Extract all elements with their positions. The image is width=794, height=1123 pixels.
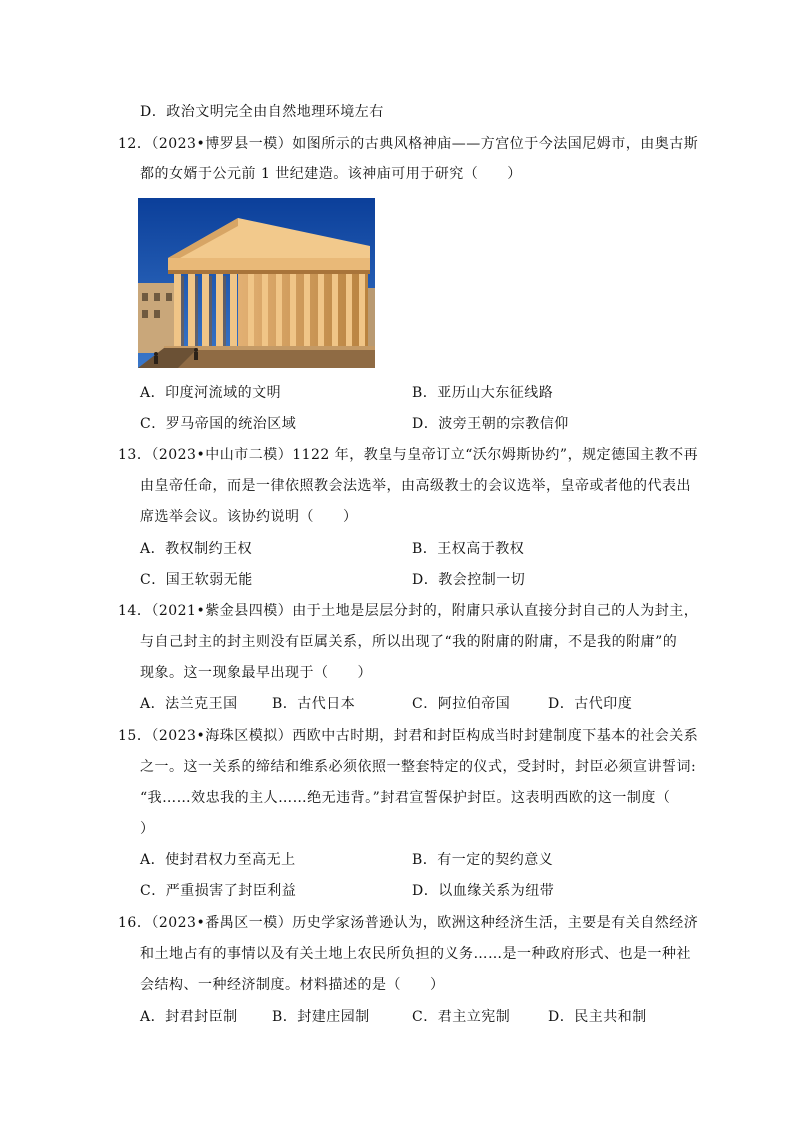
q13-option-d[interactable]: D．教会控制一切: [412, 572, 526, 588]
q14-stem-line-1: 14．（2021•紫金县四模）由于土地是层层分封的，附庸只承认直接分封自己的人为封主，: [118, 603, 699, 619]
maison-carree-illustration: [138, 198, 375, 368]
q15-stem-line-4: ）: [140, 821, 155, 837]
q12-option-b[interactable]: B．亚历山大东征线路: [412, 385, 554, 401]
q14-stem-line-3: 现象。这一现象最早出现于（ ）: [140, 665, 372, 681]
q12-option-c[interactable]: C．罗马帝国的统治区域: [140, 416, 297, 432]
temple-photo: [138, 198, 375, 368]
q16-option-a[interactable]: A．封君封臣制: [140, 1009, 238, 1025]
q14-option-a[interactable]: A．法兰克王国: [140, 696, 238, 712]
q13-stem-line-3: 席选举会议。该协约说明（ ）: [140, 509, 358, 525]
q12-stem-line-1: 12．（2023•博罗县一模）如图所示的古典风格神庙——方宫位于今法国尼姆市，由奥古斯: [118, 136, 699, 152]
q16-stem-line-2: 和土地占有的事情以及有关土地上农民所负担的义务……是一种政府形式、也是一种社: [140, 946, 691, 962]
q16-option-b[interactable]: B．封建庄园制: [272, 1009, 370, 1025]
q15-option-b[interactable]: B．有一定的契约意义: [412, 852, 554, 868]
q15-stem-line-1: 15．（2023•海珠区模拟）西欧中古时期，封君和封臣构成当时封建制度下基本的社会关系: [118, 728, 699, 744]
q16-stem-line-3: 会结构、一种经济制度。材料描述的是（ ）: [140, 977, 445, 993]
q13-stem-line-2: 由皇帝任命，而是一律依照教会法选举，由高级教士的会议选举，皇帝或者他的代表出: [140, 478, 691, 494]
q15-stem-line-2: 之一。这一关系的缔结和维系必须依照一整套特定的仪式，受封时，封臣必须宣讲誓词:: [140, 759, 697, 775]
q15-option-c[interactable]: C．严重损害了封臣利益: [140, 883, 297, 899]
q14-option-c[interactable]: C．阿拉伯帝国: [412, 696, 511, 712]
q15-option-d[interactable]: D．以血缘关系为纽带: [412, 883, 555, 899]
q14-stem-line-2: 与自己封主的封主则没有臣属关系，所以出现了“我的附庸的附庸，不是我的附庸”的: [140, 634, 678, 650]
q12-option-d[interactable]: D．波旁王朝的宗教信仰: [412, 416, 569, 432]
q12-stem-line-2: 都的女婿于公元前 1 世纪建造。该神庙可用于研究（ ）: [140, 166, 522, 182]
q16-option-c[interactable]: C．君主立宪制: [412, 1009, 511, 1025]
q13-option-c[interactable]: C．国王软弱无能: [140, 572, 253, 588]
q14-option-b[interactable]: B．古代日本: [272, 696, 356, 712]
q15-option-a[interactable]: A．使封君权力至高无上: [140, 852, 296, 868]
q15-stem-line-3: “我……效忠我的主人……绝无违背。”封君宣誓保护封臣。这表明西欧的这一制度（: [140, 790, 671, 806]
q13-stem-line-1: 13．（2023•中山市二模）1122 年，教皇与皇帝订立“沃尔姆斯协约”，规定德国主教不再: [118, 447, 699, 463]
q16-option-d[interactable]: D．民主共和制: [548, 1009, 647, 1025]
q16-stem-line-1: 16．（2023•番禺区一模）历史学家汤普逊认为，欧洲这种经济生活，主要是有关自然经济: [118, 915, 699, 931]
q11-option-d: D．政治文明完全由自然地理环境左右: [140, 104, 384, 120]
q12-option-a[interactable]: A．印度河流域的文明: [140, 385, 282, 401]
q13-option-b[interactable]: B．王权高于教权: [412, 541, 525, 557]
q14-option-d[interactable]: D．古代印度: [548, 696, 633, 712]
q13-option-a[interactable]: A．教权制约王权: [140, 541, 253, 557]
